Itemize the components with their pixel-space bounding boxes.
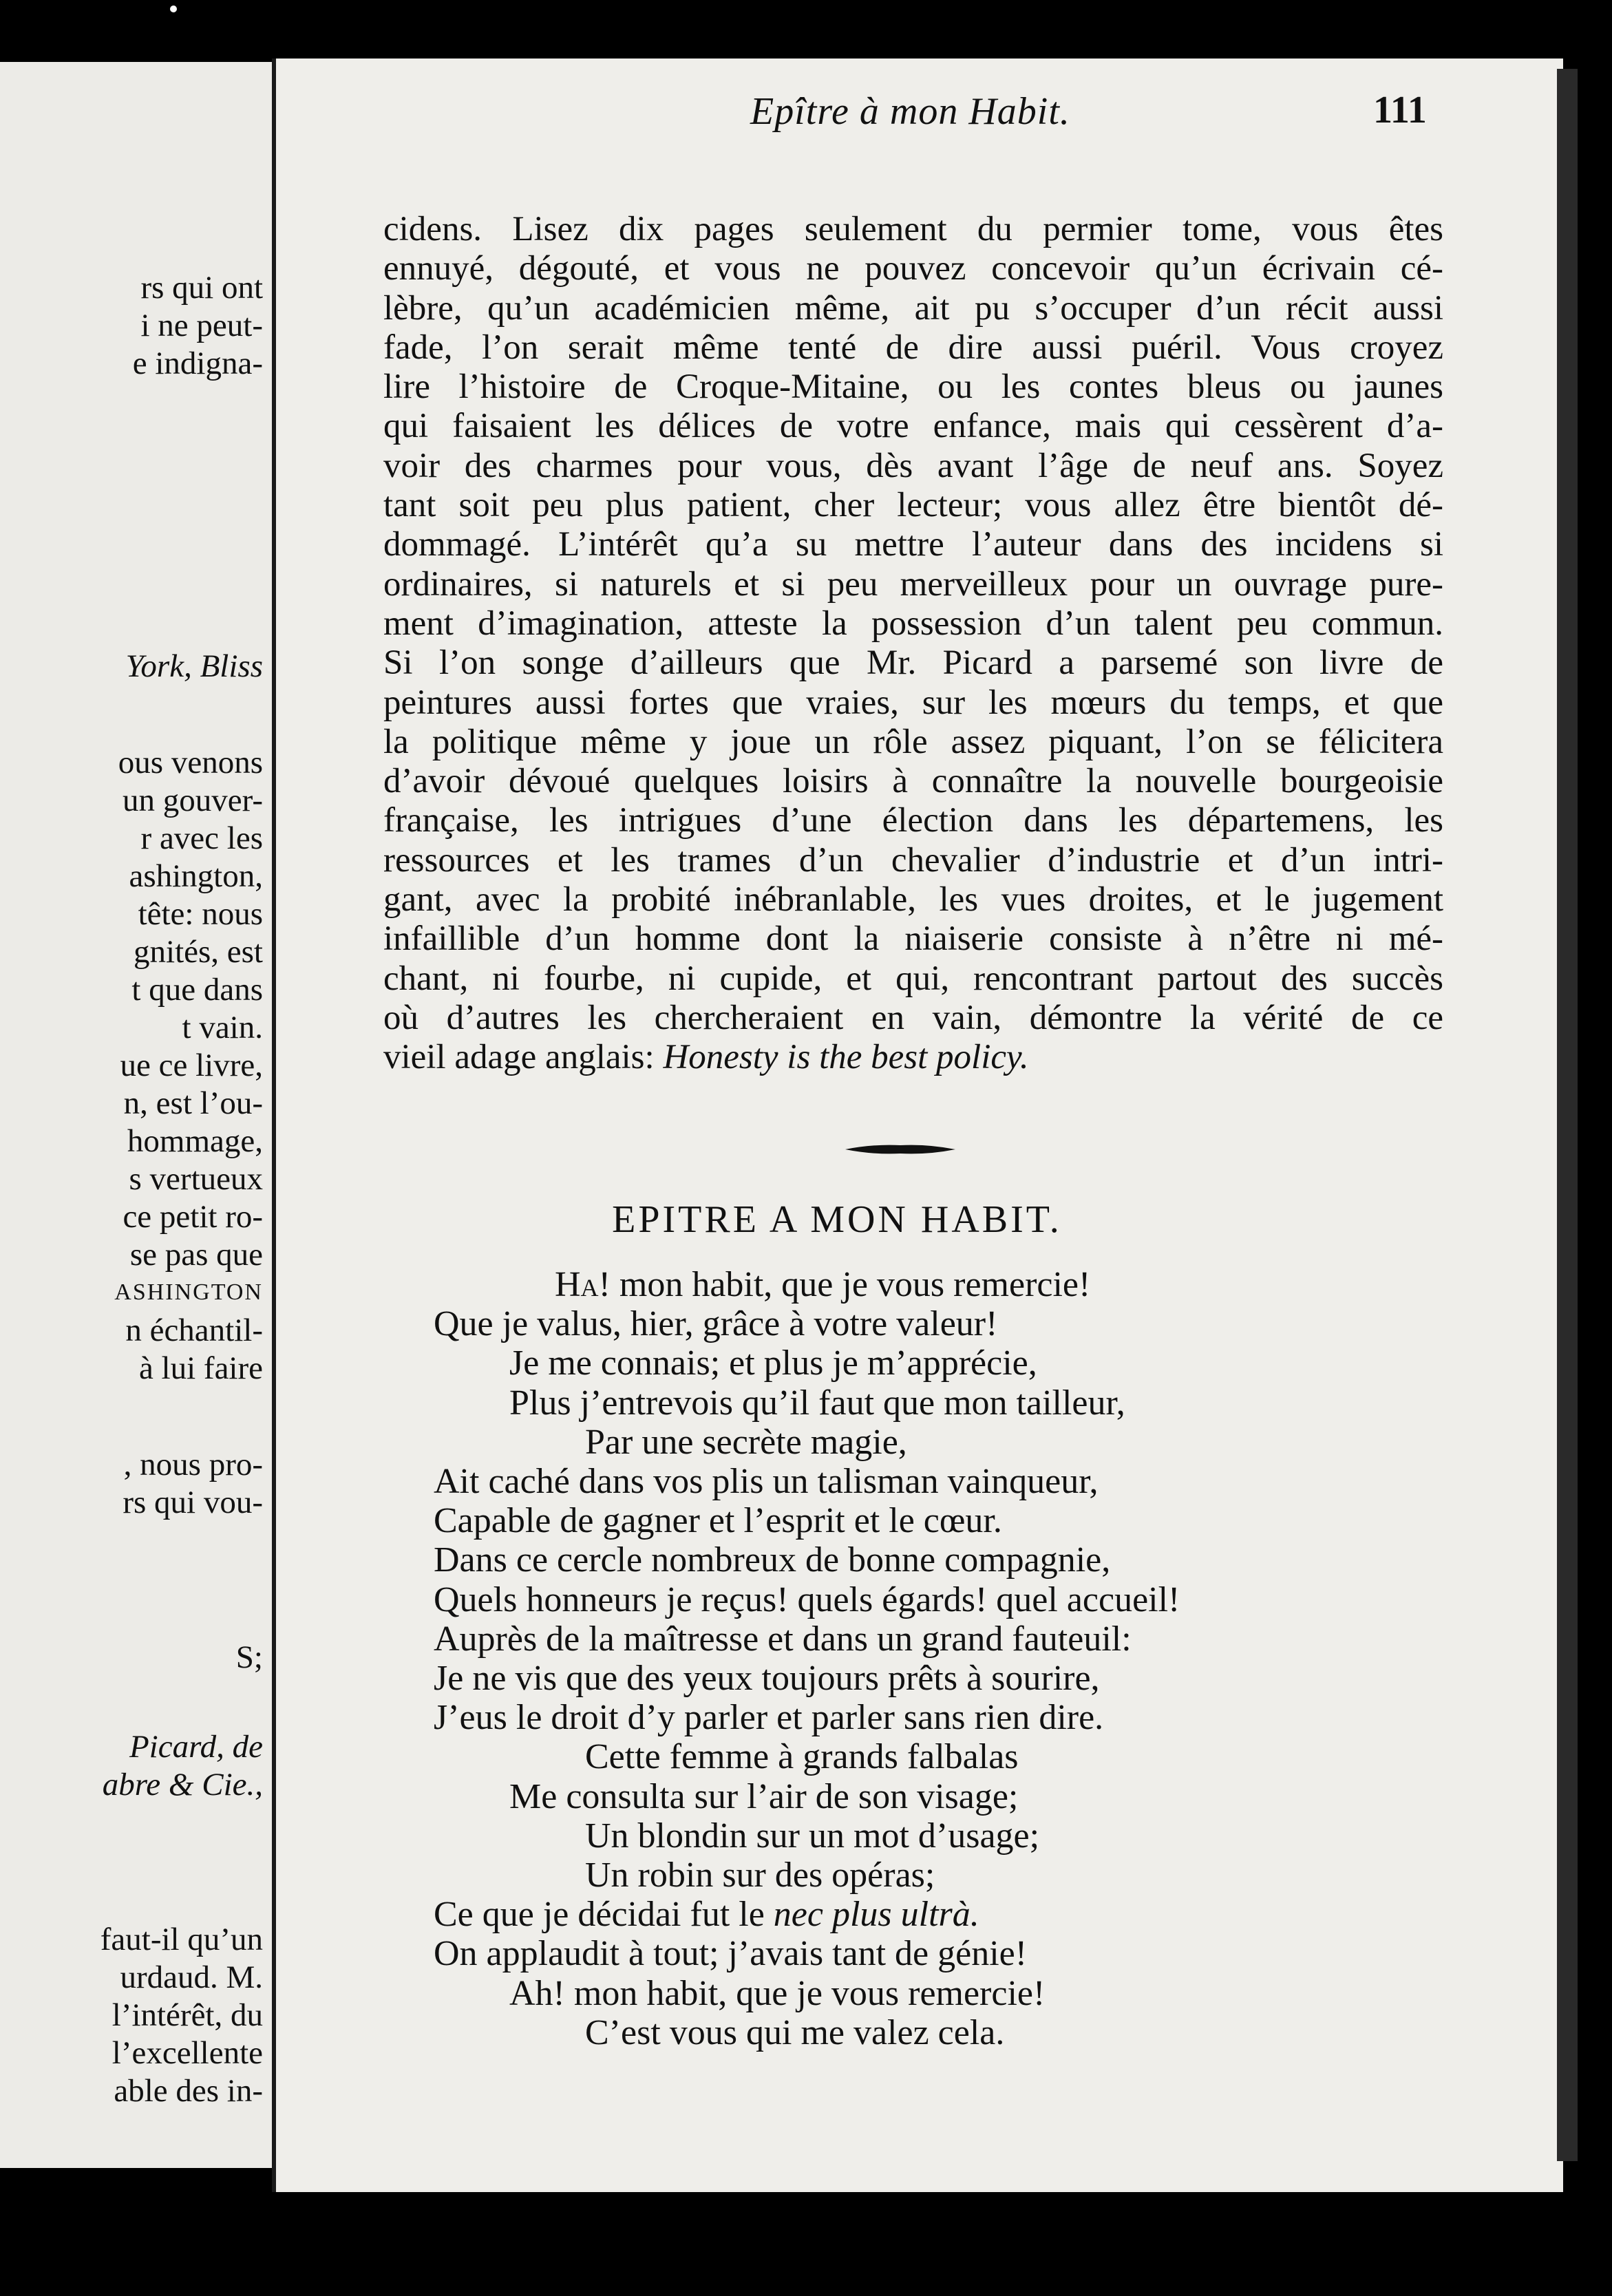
left-page-line: , nous pro- [123,1447,263,1482]
poem-verse: On applaudit à tout; j’avais tant de génie! [434,1934,1028,1974]
prose-line: lire l’histoire de Croque-Mitaine, ou les contes bleus ou jaunes [383,368,1443,407]
left-page-line: ashington, [129,858,263,894]
left-page-line: t que dans [131,972,263,1008]
left-page-line: urdaud. M. [120,1959,263,1995]
left-page-line: un gouver- [123,783,263,818]
prose-line-final [383,1038,1443,1077]
left-page-line: gnités, est [134,934,263,970]
left-page-line: i ne peut- [140,308,263,343]
motto-italic: Honesty is the best policy. [663,1038,1029,1077]
poem-verse-text: Ce que je décidai fut le [434,1895,774,1935]
left-page-line: tête: nous [138,896,263,932]
left-page-line: t vain. [182,1010,263,1045]
prose-block [383,210,1443,1078]
poem-first-rest: ! mon habit, que je vous remercie! [598,1265,1091,1304]
poem-title: EPITRE A MON HABIT. [612,1198,1062,1241]
page-number: 111 [1373,89,1427,131]
left-page-line: ASHINGTON [114,1279,263,1305]
prose-line: gant, avec la probité inébranlable, les vues droites, et le jugement [383,880,1443,920]
left-page-line: à lui faire [138,1350,263,1386]
prose-line: tant soit peu plus patient, cher lecteur; vous allez être bientôt dé- [383,486,1443,525]
poem-verse: Je me connais; et plus je m’apprécie, [509,1343,1037,1383]
left-page-line: York, Bliss [125,648,263,684]
poem-verse: Capable de gagner et l’esprit et le cœur. [434,1501,1002,1541]
poem-verse: J’eus le droit d’y parler et parler sans rien dire. [434,1698,1104,1738]
left-page-line: r avec les [140,820,263,856]
prose-line: qui faisaient les délices de votre enfance, mais qui cessèrent d’a- [383,407,1443,446]
prose-line: dommagé. L’intérêt qu’a su mettre l’auteur dans des incidens si [383,525,1443,564]
prose-line: française, les intrigues d’une élection dans les départemens, les [383,801,1443,840]
film-mark [170,6,177,12]
prose-line: voir des charmes pour vous, dès avant l’âge de neuf ans. Soyez [383,446,1443,485]
poem-verse: Un blondin sur un mot d’usage; [585,1816,1040,1856]
ornament-divider [845,1142,955,1156]
left-page-line: se pas que [129,1237,263,1273]
poem-verse-nec-plus-ultra [434,1895,1466,1934]
left-page-line: Picard, de [129,1729,263,1765]
poem-verse: Dans ce cercle nombreux de bonne compagnie, [434,1540,1111,1580]
left-page-line: able des in- [114,2073,263,2109]
prose-line: d’avoir dévoué quelques loisirs à connaître la nouvelle bourgeoisie [383,762,1443,801]
latin-phrase-italic: nec plus ultrà. [773,1895,979,1935]
prose-line: Si l’on songe d’ailleurs que Mr. Picard a parsemé son livre de [383,644,1443,683]
poem-verse: Plus j’entrevois qu’il faut que mon tailleur, [509,1383,1125,1423]
left-page-line: abre & Cie., [102,1767,263,1803]
prose-line: peintures aussi fortes que vraies, sur les mœurs du temps, et que [383,683,1443,722]
prose-line: ressources et les trames d’un chevalier d’industrie et d’un intri- [383,840,1443,880]
left-page-line: s vertueux [129,1161,263,1197]
left-page-line: l’intérêt, du [112,1997,263,2033]
poem-verse: Ait caché dans vos plis un talisman vainqueur, [434,1462,1099,1502]
left-page-line: hommage, [127,1123,263,1159]
prose-line: la politique même y joue un rôle assez piquant, l’on se félicitera [383,722,1443,761]
prose-line: ordinaires, si naturels et si peu merveilleux pour un ouvrage pure- [383,564,1443,604]
poem-verse: Me consulta sur l’air de son visage; [509,1776,1019,1816]
left-page-line: ce petit ro- [123,1199,263,1235]
poem-verse: Par une secrète magie, [585,1422,907,1462]
prose-line: ment d’imagination, atteste la possession d’un talent peu commun. [383,604,1443,643]
prose-line: fade, l’on serait même tenté de dire aussi puéril. Vous croyez [383,328,1443,367]
poem-verse: Que je valus, hier, grâce à votre valeur! [434,1304,998,1344]
left-page-line: ue ce livre, [120,1048,263,1083]
left-page-line: n, est l’ou- [123,1085,263,1121]
poem-verse-first [434,1265,1466,1304]
poem [434,1265,1466,2052]
left-page-line: l’excellente [112,2035,263,2071]
prose-line: cidens. Lisez dix pages seulement du permier tome, vous êtes [383,210,1443,248]
poem-verse: Cette femme à grands falbalas [585,1737,1019,1777]
left-page-line: ous venons [118,745,263,780]
prose-line: infaillible d’un homme dont la niaiserie consiste à n’être ni mé- [383,920,1443,959]
left-page-line: rs qui vou- [123,1485,263,1520]
poem-verse: Un robin sur des opéras; [585,1856,935,1895]
poem-initial: Ha [555,1265,599,1304]
left-page-line: e indigna- [132,346,263,381]
left-page-line: rs qui ont [140,270,263,306]
poem-verse: Auprès de la maîtresse et dans un grand fauteuil: [434,1619,1132,1659]
poem-verse: Je ne vis que des yeux toujours prêts à sourire, [434,1659,1100,1699]
poem-verse: Quels honneurs je reçus! quels égards! quel accueil! [434,1580,1180,1619]
left-page-fragment [0,62,282,2168]
prose-line: où d’autres les chercheraient en vain, démontre la vérité de ce [383,998,1443,1037]
running-head: Epître à mon Habit. [750,90,1070,133]
prose-line: chant, ni fourbe, ni cupide, et qui, rencontrant partout des succès [383,959,1443,998]
page-edge-shadow [1557,69,1578,2161]
prose-final-text: vieil adage anglais: [383,1038,664,1077]
prose-line: ennuyé, dégouté, et vous ne pouvez concevoir qu’un écrivain cé- [383,249,1443,288]
poem-verse: C’est vous qui me valez cela. [585,2012,1005,2052]
left-page-line: S; [235,1639,263,1675]
prose-line: lèbre, qu’un académicien même, ait pu s’occuper d’un récit aussi [383,288,1443,328]
left-page-line: n échantil- [125,1312,263,1348]
poem-verse: Ah! mon habit, que je vous remercie! [509,1973,1046,2013]
left-page-line: faut-il qu’un [100,1922,263,1957]
